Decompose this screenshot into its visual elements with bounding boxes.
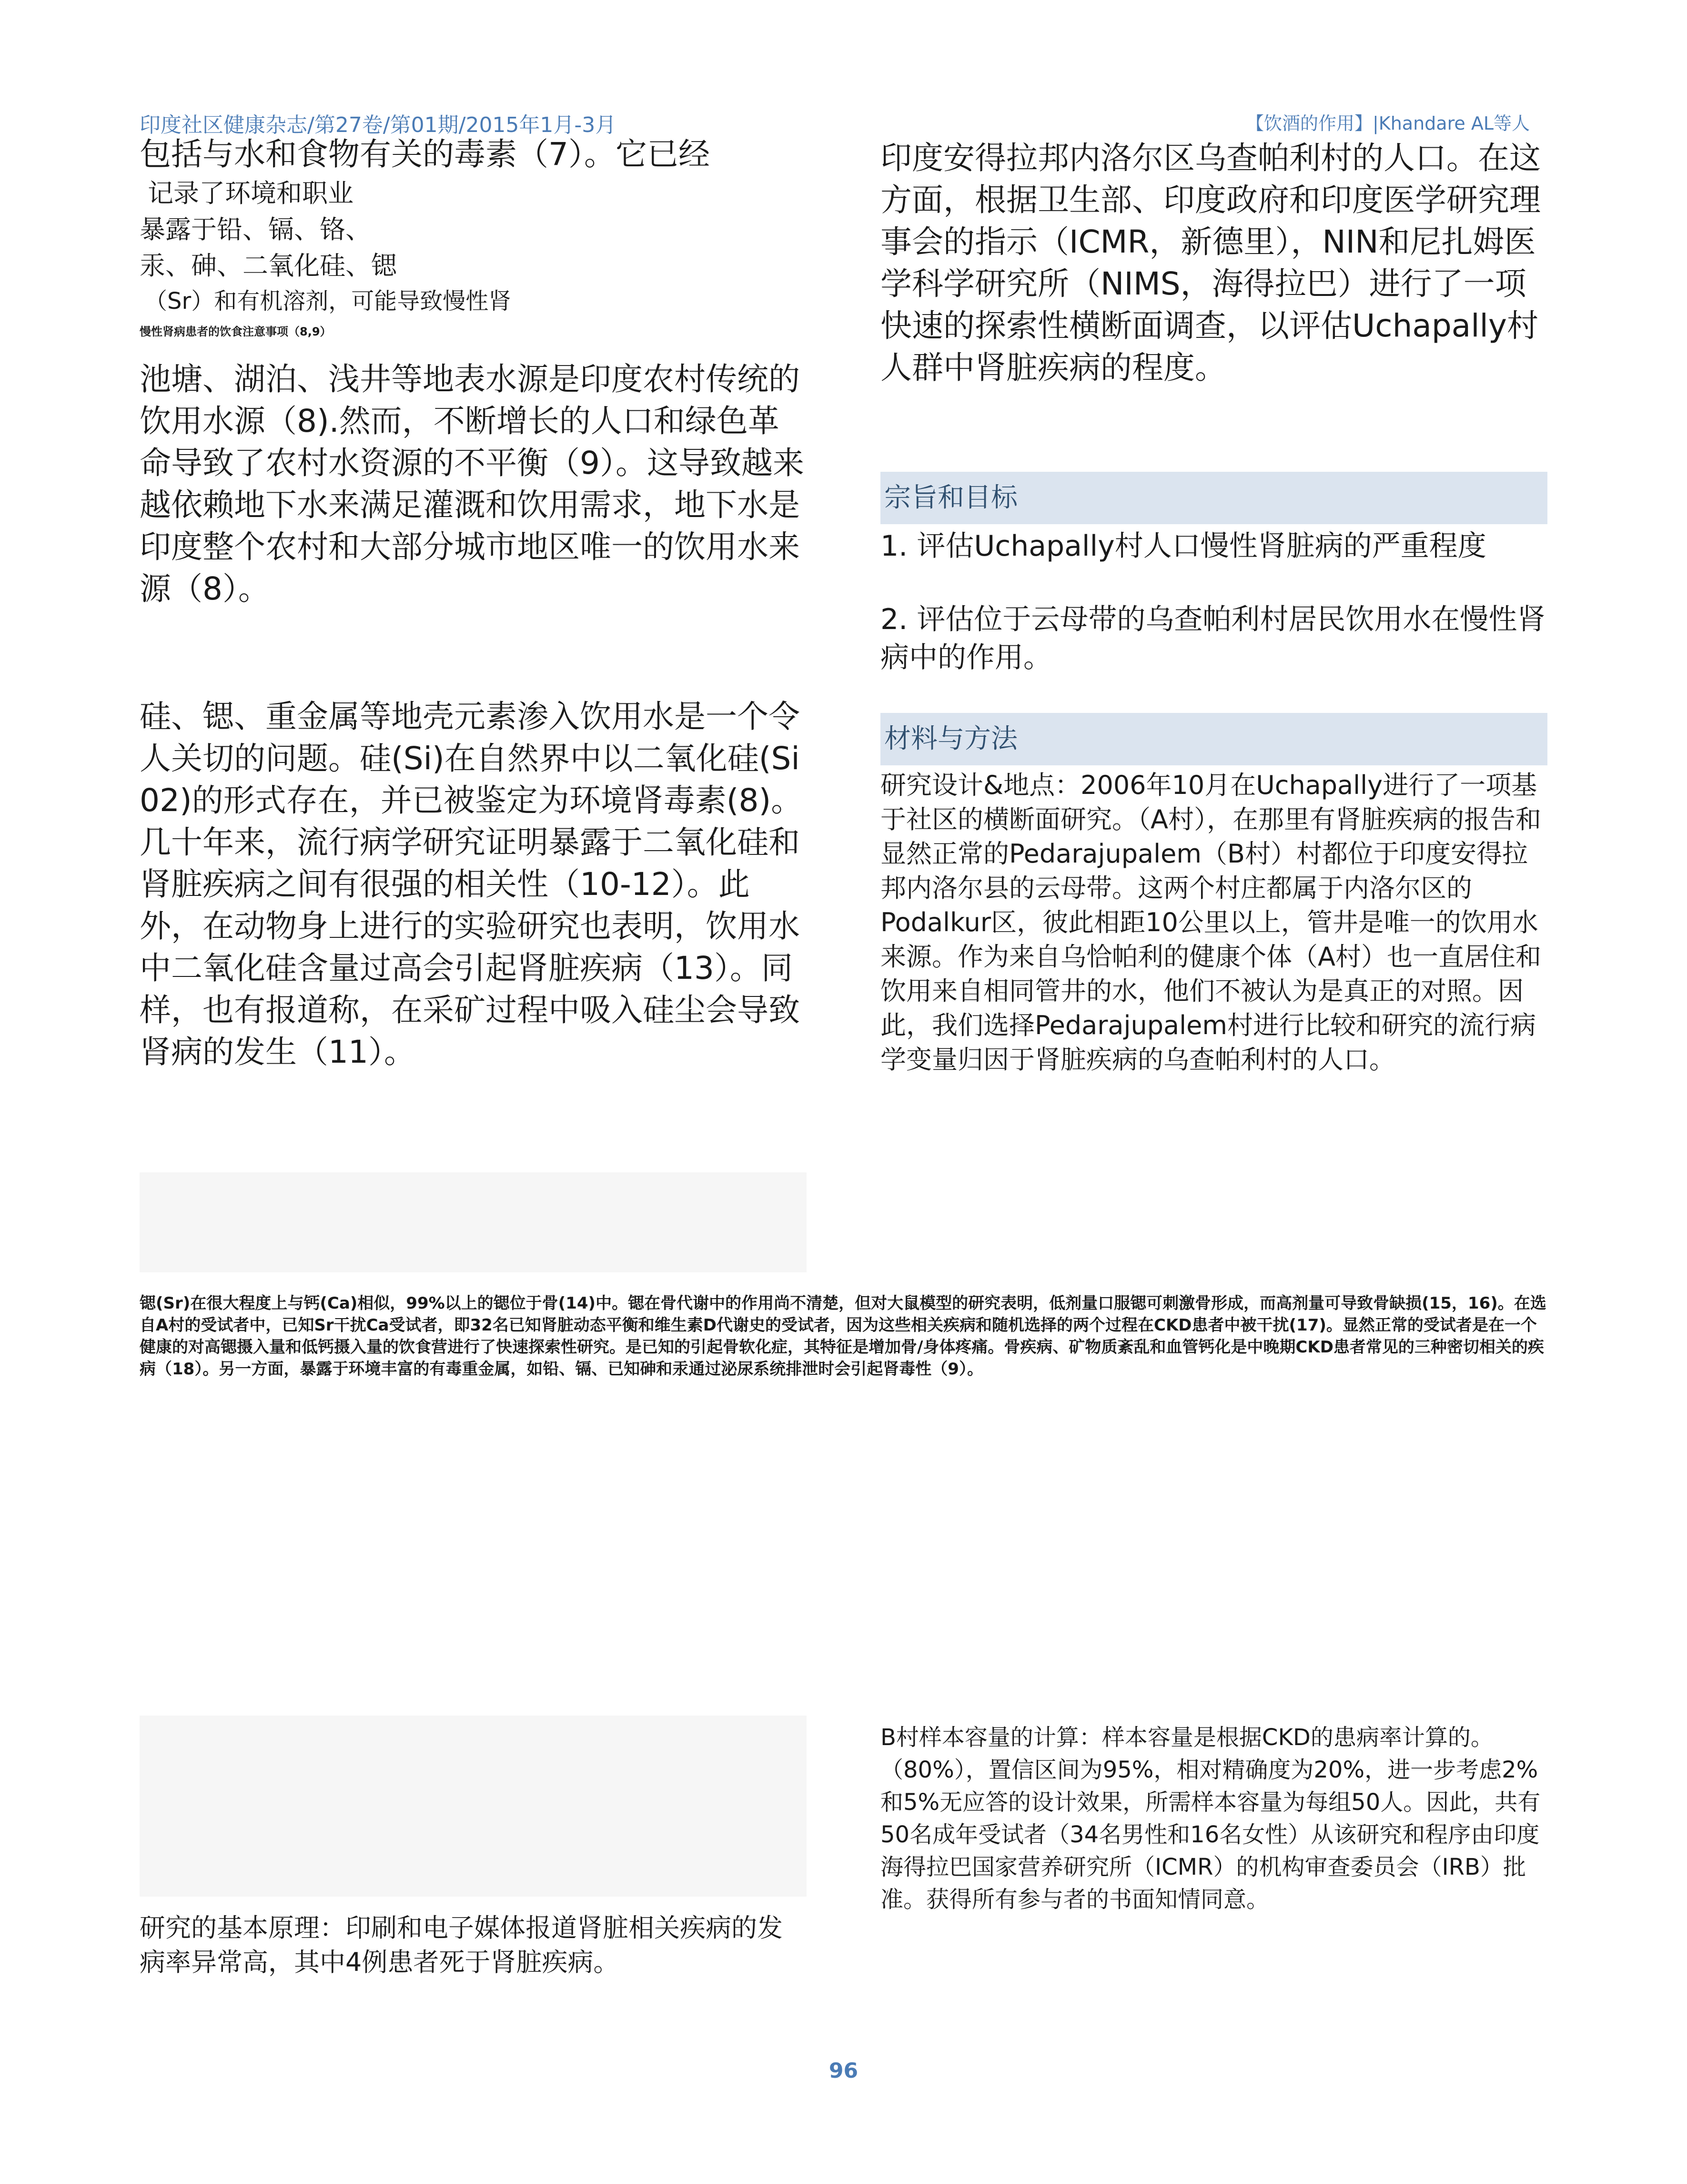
left-intro-lines [148,175,815,212]
strontium-paragraph: 锶(Sr)在很大程度上与钙(Ca)相似，99%以上的锶位于骨(14)中。锶在骨代谢中的作用尚不清楚，但对大鼠模型的研究表明，低剂量口服锶可刺激骨形成，而高剂量可导致骨缺损(15，16)。在选自A村的受试者中，已知Sr干扰Ca受试者，即32名已知肾脏动态平衡和维生素D代谢史的受试者，因为这些相关疾病和随机选择的两个过程在CKD患者中被干扰(17)。显然正常的受试者是在一个健康的对高锶摄入量和低钙摄入量的饮食营进行了快速探索性研究。是已知的引起骨软化症，其特征是增加骨/身体疼痛。骨疾病、矿物质紊乱和血管钙化是中晚期CKD患者常见的三种密切相关的疾病（18）。另一方面，暴露于环境丰富的有毒重金属，如铅、镉、已知砷和汞通过泌尿系统排泄时会引起肾毒性（9）。 [140,1294,1546,1379]
blank-region [140,1172,807,1272]
left-intro-line: 包括与水和食物有关的毒素（7）。它已经 [140,136,710,173]
methods-paragraph: 研究设计&地点：2006年10月在Uchapally进行了一项基于社区的横断面研究。（A村），在那里有肾脏疾病的报告和显然正常的Pedarajupalem（B村）村都位于印度安得拉邦内洛尔县的云母带。这两个村庄都属于内洛尔区的Podalkur区，彼此相距10公里以上，管井是唯一的饮用水来源。作为来自乌恰帕利的健康个体（A村）也一直居住和饮用来自相同管井的水，他们不被认为是真正的对照。因此，我们选择Pedarajupalem村进行比较和研究的流行病学变量归因于肾脏疾病的乌查帕利村的人口。 [880,770,1541,1075]
left-intro-line-4: （Sr）和有机溶剂，可能导致慢性肾 [144,288,512,315]
article-header: 【饮酒的作用】|Khandare AL等人 [1246,113,1530,134]
methods-section-heading: 材料与方法 [880,713,1547,765]
right-intro-paragraph: 印度安得拉邦内洛尔区乌查帕利村的人口。在这方面，根据卫生部、印度政府和印度医学研究理事会的指示（ICMR，新德里），NIN和尼扎姆医学科学研究所（NIMS，海得拉巴）进行了一项快速的探索性横断面调查，以评估Uchapally村人群中肾脏疾病的程度。 [880,140,1541,386]
rationale-paragraph: 研究的基本原理：印刷和电子媒体报道肾脏相关疾病的发病率异常高，其中4例患者死于肾脏疾病。 [140,1913,783,1977]
sample-size-paragraph: B村样本容量的计算：样本容量是根据CKD的患病率计算的。（80%），置信区间为95%，相对精确度为20%，进一步考虑2%和5%无应答的设计效果，所需样本容量为每组50人。因此，共有50名成年受试者（34名男性和16名女性）从该研究和程序由印度海得拉巴国家营养研究所（ICMR）的机构审查委员会（IRB）批准。获得所有参与者的书面知情同意。 [880,1724,1541,1913]
left-intro-line-3: 汞、砷、二氧化硅、锶 [140,251,397,281]
left-tiny-line: 慢性肾病患者的饮食注意事项（8,9） [140,325,332,338]
left-paragraph-water: 池塘、湖泊、浅井等地表水源是印度农村传统的饮用水源（8).然而，不断增长的人口和绿色革命导致了农村水资源的不平衡（9）。这导致越来越依赖地下水来满足灌溉和饮用需求，地下水是印度整个农村和大部分城市地区唯一的饮用水来源（8）。 [140,361,804,607]
aim-2: 2. 评估位于云母带的乌查帕利村居民饮用水在慢性肾病中的作用。 [880,603,1546,674]
journal-header: 印度社区健康杂志/第27卷/第01期/2015年1月-3月 [140,113,616,137]
left-paragraph-silica: 硅、锶、重金属等地壳元素渗入饮用水是一个令人关切的问题。硅(Si)在自然界中以二氧化硅(Si 02)的形式存在，并已被鉴定为环境肾毒素(8)。几十年来，流行病学研究证明暴露于二氧化硅和肾脏疾病之间有很强的相关性（10-12）。此外，在动物身上进行的实验研究也表明，饮用水中二氧化硅含量过高会引起肾脏疾病（13）。同样，也有报道称，在采矿过程中吸入硅尘会导致肾病的发生（11）。 [140,698,803,1070]
left-intro-block [140,212,807,318]
aim-1: 1. 评估Uchapally村人口慢性肾脏病的严重程度 [880,529,1486,563]
left-intro-line-2: 暴露于铅、镉、铬、 [140,214,371,244]
aims-section-heading: 宗旨和目标 [880,472,1547,524]
left-intro-line-1: 记录了环境和职业 [148,178,354,208]
page-number: 96 [828,2059,859,2083]
blank-region-lower [140,1716,807,1897]
